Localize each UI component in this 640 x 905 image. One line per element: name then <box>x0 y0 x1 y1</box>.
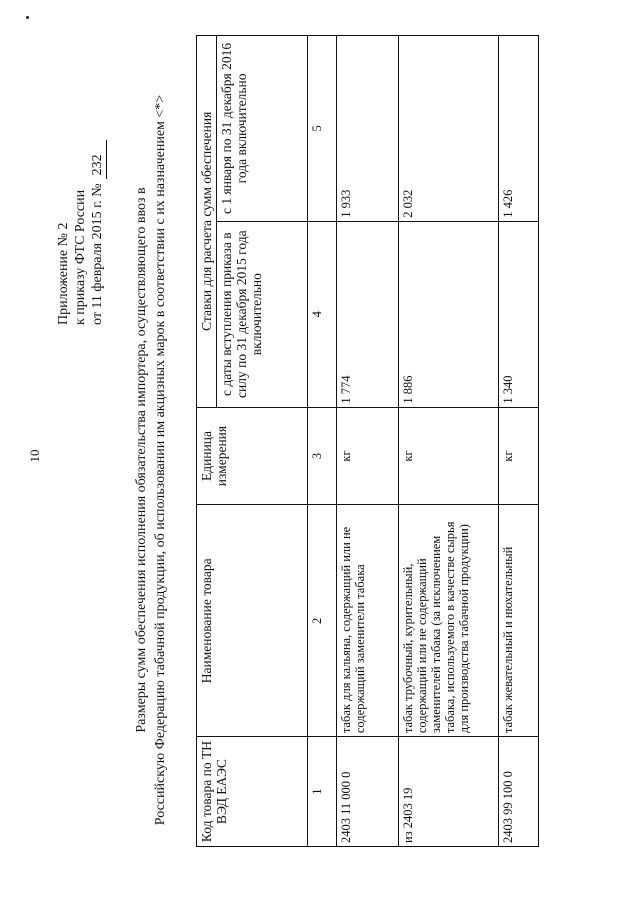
heading-line-1: Размеры сумм обеспечения исполнения обязательства импортера, осуществляющего ввоз в <box>134 187 149 733</box>
cell-name: табак трубочный, курительный, содержащий или не содержащий заменителей табака (за исключением табака, используемого в качестве сырья для производства табачной продукции) <box>399 505 499 737</box>
table-header-row <box>197 36 217 847</box>
column-number: 2 <box>308 505 337 737</box>
cell-rate-2015: 1 774 <box>337 221 399 407</box>
cell-name: табак жевательный и нюхательный <box>499 505 539 737</box>
column-number: 5 <box>308 36 337 222</box>
table-row <box>399 36 499 847</box>
rotated-page-content <box>0 15 640 885</box>
cell-code: из 2403 19 <box>399 737 499 847</box>
table-row <box>337 36 399 847</box>
header-rates: Ставки для расчета сумм обеспечения <box>197 36 217 408</box>
appendix-date-line <box>89 55 107 325</box>
cell-name: табак для кальяна, содержащий или не содержащий заменители табака <box>337 505 399 737</box>
appendix-title: Приложение № 2 <box>56 222 71 325</box>
heading-line-2: Российскую Федерацию табачной продукции, об использовании им акцизных марок в соответствии с их назначением <*> <box>153 94 168 826</box>
column-number-row <box>308 36 337 847</box>
cell-rate-2015: 1 886 <box>399 221 499 407</box>
appendix-date: от 11 февраля 2015 г. № <box>90 183 105 325</box>
cell-rate-2016: 1 426 <box>499 36 539 222</box>
cell-rate-2016: 2 032 <box>399 36 499 222</box>
document-heading <box>132 65 170 855</box>
appendix-order-number: 232 <box>89 140 107 179</box>
cell-unit: кг <box>337 407 399 505</box>
table-row <box>499 36 539 847</box>
cell-unit: кг <box>399 407 499 505</box>
header-rate-2015: с даты вступления приказа в силу по 31 декабря 2015 года включительно <box>217 221 308 407</box>
header-name: Наименование товара <box>197 505 308 737</box>
column-number: 1 <box>308 737 337 847</box>
appendix-block <box>55 55 107 325</box>
column-number: 3 <box>308 407 337 505</box>
cell-rate-2015: 1 340 <box>499 221 539 407</box>
cell-rate-2016: 1 933 <box>337 36 399 222</box>
header-code: Код товара по ТН ВЭД ЕАЭС <box>197 737 308 847</box>
cell-unit: кг <box>499 407 539 505</box>
column-number: 4 <box>308 221 337 407</box>
header-unit: Единица измерения <box>197 407 308 505</box>
cell-code: 2403 11 000 0 <box>337 737 399 847</box>
header-rate-2016: с 1 января по 31 декабря 2016 года включительно <box>217 36 308 222</box>
rates-table <box>196 35 539 847</box>
page-number: 10 <box>27 449 42 463</box>
cell-code: 2403 99 100 0 <box>499 737 539 847</box>
appendix-order-ref: к приказу ФТС России <box>73 189 88 325</box>
